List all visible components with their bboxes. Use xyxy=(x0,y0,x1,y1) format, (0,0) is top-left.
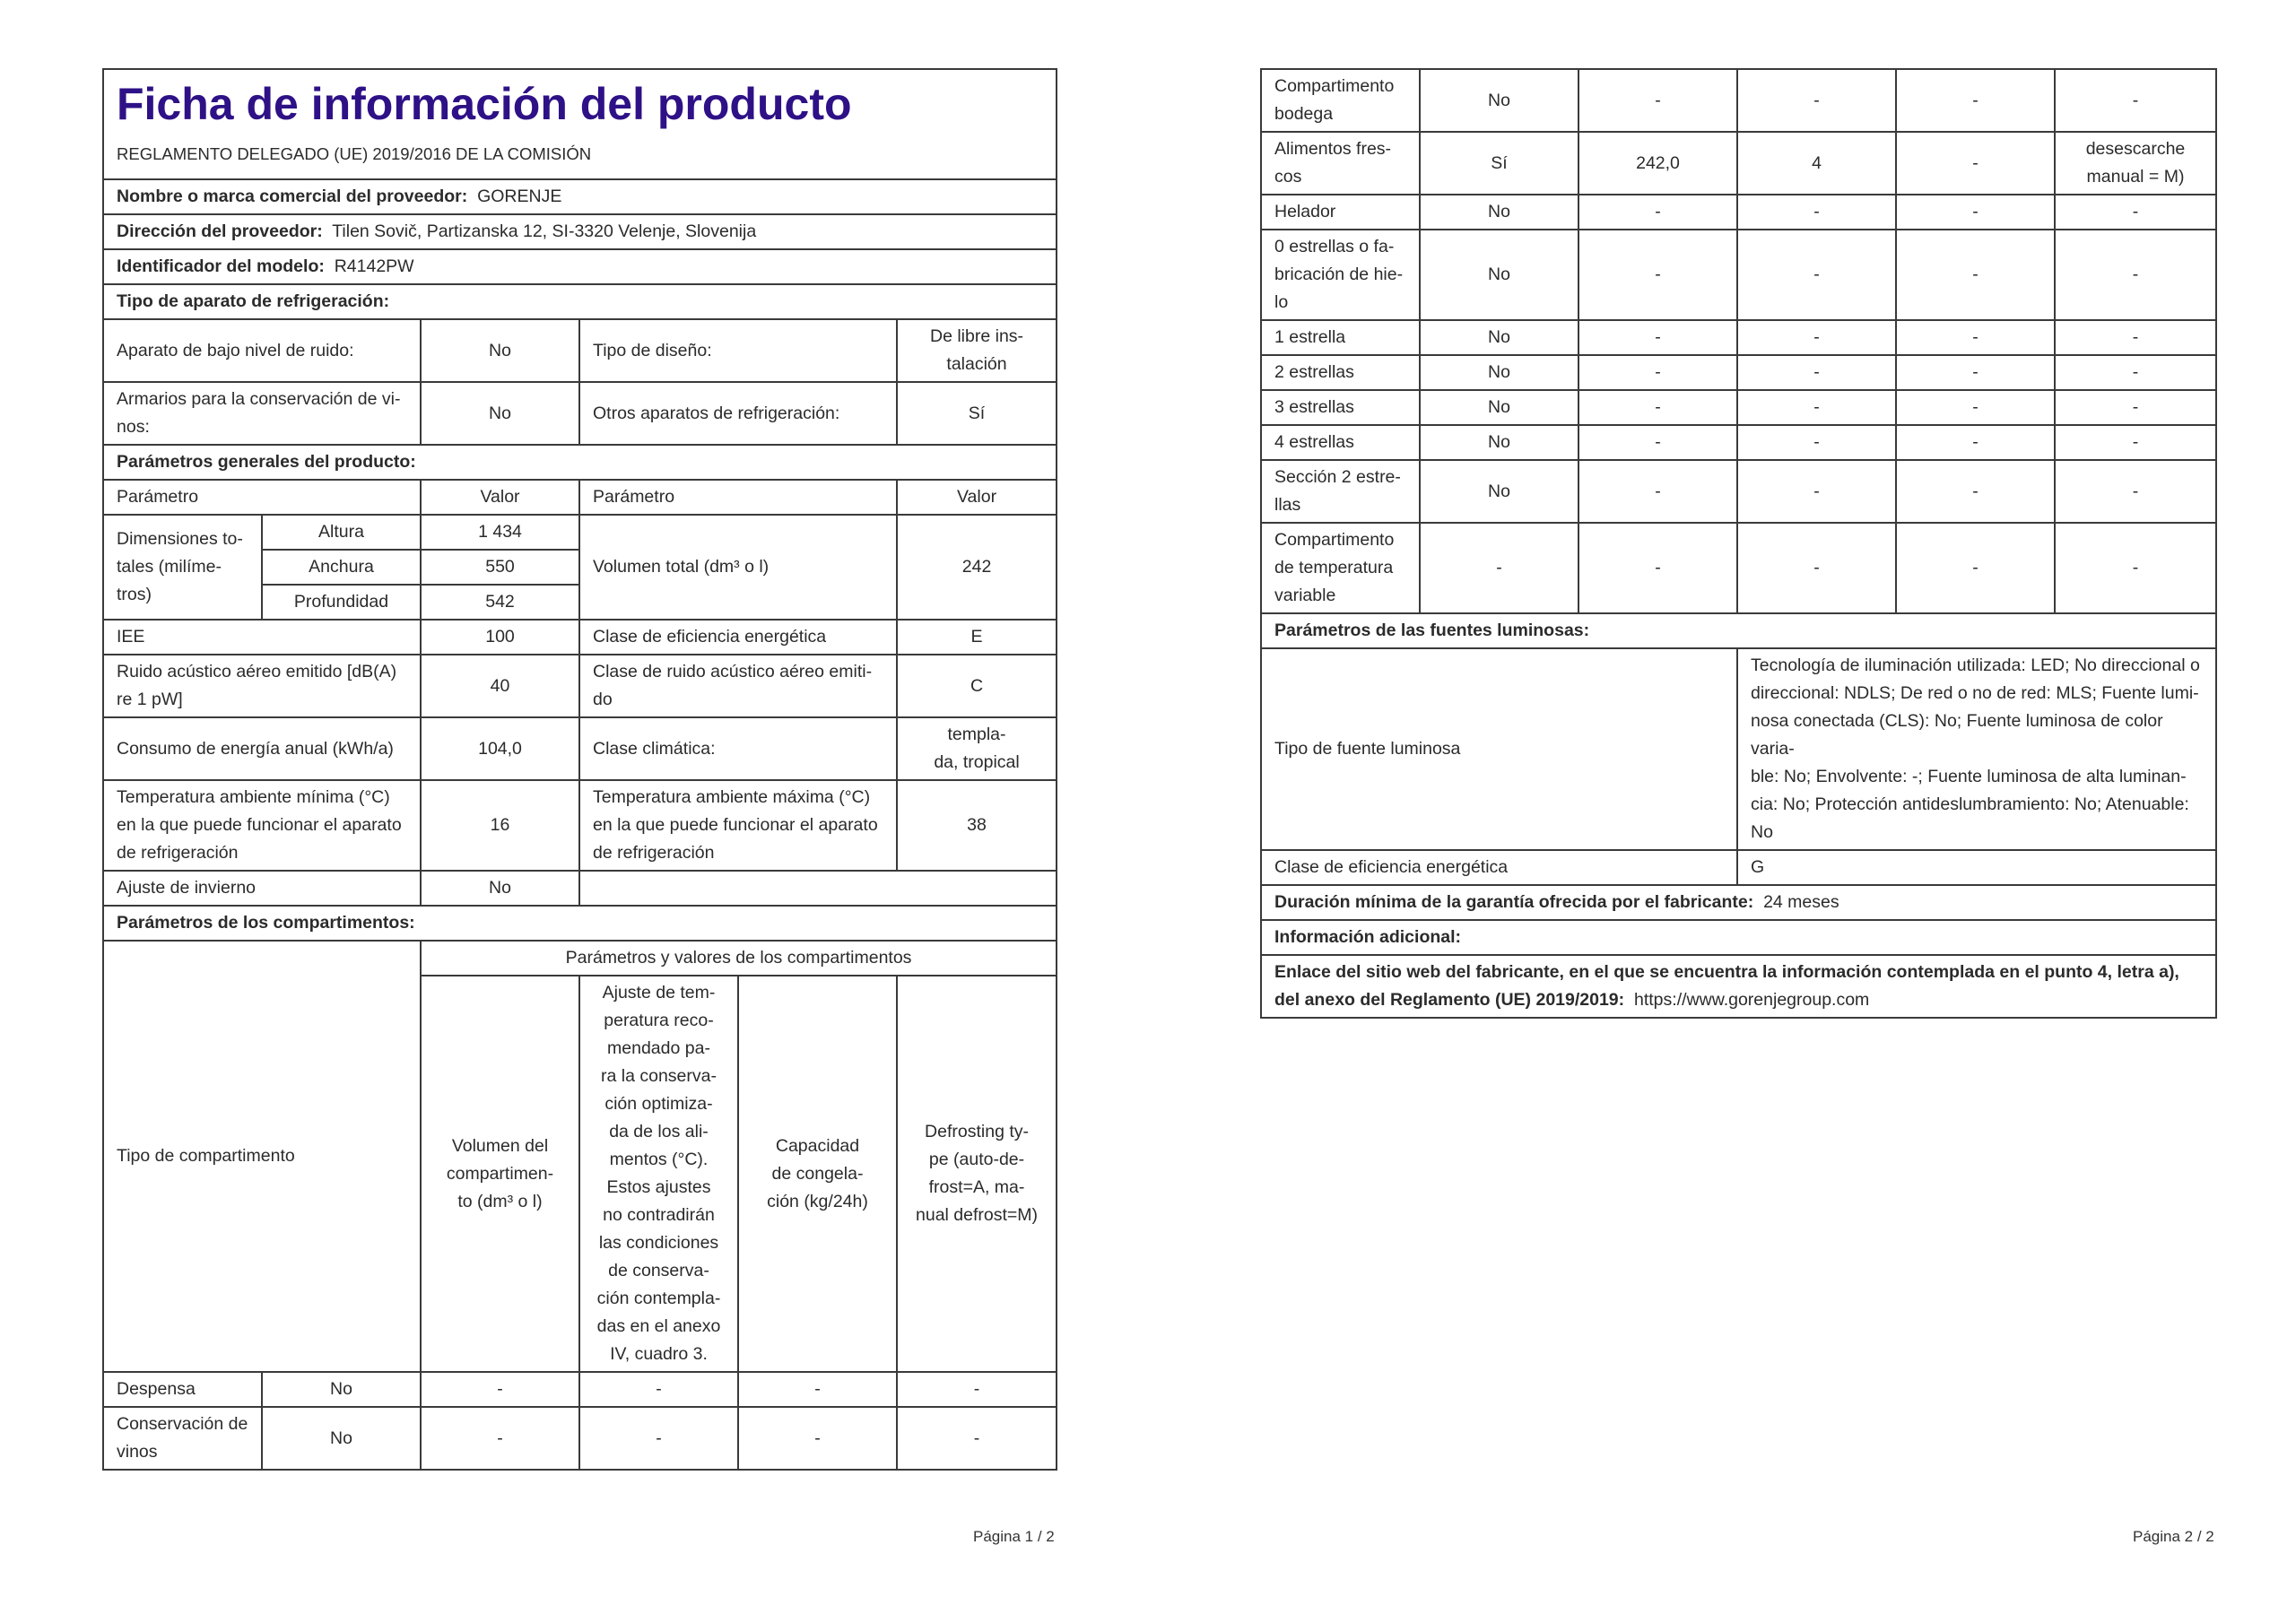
compartment-defrost: - xyxy=(2055,523,2216,613)
compartment-temp: - xyxy=(1737,425,1896,460)
compartment-present: No xyxy=(1420,425,1578,460)
warranty-row xyxy=(1261,885,2216,920)
compartment-defrost: - xyxy=(897,1407,1057,1470)
product-info-table-page-2 xyxy=(1260,68,2217,1019)
additional-label: Información adicional: xyxy=(1261,920,2216,955)
compartment-temp: - xyxy=(579,1407,738,1470)
table-row xyxy=(1261,523,2216,613)
table-row xyxy=(1261,195,2216,230)
eei-label: IEE xyxy=(103,620,421,655)
compartment-capacity: - xyxy=(1896,69,2055,132)
compartment-name: 2 estrellas xyxy=(1261,355,1420,390)
table-row xyxy=(1261,355,2216,390)
compartment-defrost: - xyxy=(2055,320,2216,355)
table-row xyxy=(1261,320,2216,355)
light-type-value: Tecnología de iluminación utilizada: LED; No direccional o direccional: NDLS; De red o no de red: MLS; Fuente lumi- nosa conectada (CLS): No; Fuente luminosa de color varia- ble: No; Envolvente: -; Fuente luminosa de alta luminan- cia: No; Protección antideslumbramiento: No; Atenuable: No xyxy=(1737,648,2216,850)
other-label: Otros aparatos de refrigeración: xyxy=(579,382,897,445)
param-header-2: Parámetro xyxy=(579,480,897,515)
height-label: Altura xyxy=(262,515,421,550)
compartment-capacity: - xyxy=(1896,460,2055,523)
compartment-temp: - xyxy=(1737,195,1896,230)
compartment-volume: - xyxy=(1578,355,1737,390)
header-cell xyxy=(103,69,1057,179)
col-capacity-header: Capacidad de congela- ción (kg/24h) xyxy=(738,976,897,1372)
website-label: Enlace del sitio web del fabricante, en el que se encuentra la información contemplada en el punto 4, letra a), del anexo del Reglamento (UE) 2019/2019: xyxy=(1274,962,2179,1010)
dimensions-label: Dimensiones to- tales (milíme- tros) xyxy=(103,515,262,620)
compartment-temp: - xyxy=(1737,320,1896,355)
energy-class-label: Clase de eficiencia energética xyxy=(579,620,897,655)
compartment-present: - xyxy=(1420,523,1578,613)
compartment-present: No xyxy=(1420,390,1578,425)
compartment-present: No xyxy=(1420,460,1578,523)
eei-value: 100 xyxy=(421,620,579,655)
model-value: R4142PW xyxy=(334,256,414,276)
compartment-volume: - xyxy=(1578,320,1737,355)
table-row xyxy=(1261,425,2216,460)
compartment-temp: - xyxy=(1737,230,1896,320)
col-volume-header: Volumen del compartimen- to (dm³ o l) xyxy=(421,976,579,1372)
supplier-row xyxy=(103,179,1057,214)
model-row xyxy=(103,249,1057,284)
table-row xyxy=(1261,230,2216,320)
volume-value: 242 xyxy=(897,515,1057,620)
compartment-temp: - xyxy=(579,1372,738,1407)
general-heading: Parámetros generales del producto: xyxy=(103,445,1057,480)
compartment-defrost: - xyxy=(897,1372,1057,1407)
compartment-defrost: - xyxy=(2055,355,2216,390)
compartment-temp: - xyxy=(1737,390,1896,425)
compartment-name: Alimentos fres- cos xyxy=(1261,132,1420,195)
compartment-capacity: - xyxy=(1896,355,2055,390)
value-header: Valor xyxy=(421,480,579,515)
compartment-name: Sección 2 estre- llas xyxy=(1261,460,1420,523)
compartment-capacity: - xyxy=(1896,523,2055,613)
compartment-name: Helador xyxy=(1261,195,1420,230)
compartments-heading: Parámetros de los compartimentos: xyxy=(103,906,1057,941)
compartment-present: No xyxy=(1420,230,1578,320)
model-label: Identificador del modelo: xyxy=(117,256,325,276)
other-value: Sí xyxy=(897,382,1057,445)
low-noise-label: Aparato de bajo nivel de ruido: xyxy=(103,319,421,382)
compartment-present: No xyxy=(1420,69,1578,132)
compartment-capacity: - xyxy=(1896,425,2055,460)
compartment-volume: - xyxy=(1578,195,1737,230)
volume-label: Volumen total (dm³ o l) xyxy=(579,515,897,620)
compartment-defrost: - xyxy=(2055,69,2216,132)
regulation-subtitle: REGLAMENTO DELEGADO (UE) 2019/2016 DE LA COMISIÓN xyxy=(117,144,592,163)
compartment-present: No xyxy=(262,1407,421,1470)
param-header: Parámetro xyxy=(103,480,421,515)
light-class-label: Clase de eficiencia energética xyxy=(1261,850,1737,885)
address-label: Dirección del proveedor: xyxy=(117,221,323,241)
min-temp-label: Temperatura ambiente mínima (°C) en la que puede funcionar el aparato de refrigeración xyxy=(103,780,421,871)
noise-class-value: C xyxy=(897,655,1057,717)
compartment-volume: - xyxy=(421,1407,579,1470)
compartment-temp: - xyxy=(1737,69,1896,132)
height-value: 1 434 xyxy=(421,515,579,550)
consumption-label: Consumo de energía anual (kWh/a) xyxy=(103,717,421,780)
address-value: Tilen Sovič, Partizanska 12, SI-3320 Velenje, Slovenija xyxy=(332,221,757,241)
min-temp-value: 16 xyxy=(421,780,579,871)
compartment-name: 0 estrellas o fa- bricación de hie- lo xyxy=(1261,230,1420,320)
compartment-temp: - xyxy=(1737,460,1896,523)
compartment-name: 1 estrella xyxy=(1261,320,1420,355)
compartment-temp: - xyxy=(1737,523,1896,613)
table-row xyxy=(1261,69,2216,132)
width-value: 550 xyxy=(421,550,579,585)
col-defrost-header: Defrosting ty- pe (auto-de- frost=A, ma- nual defrost=M) xyxy=(897,976,1057,1372)
compartment-defrost: - xyxy=(2055,390,2216,425)
wine-label: Armarios para la conservación de vi- nos: xyxy=(103,382,421,445)
col-temp-header: Ajuste de tem- peratura reco- mendado pa- ra la conserva- ción optimiza- da de los ali- mentos (°C). Estos ajustes no contradirán las condiciones de conserva- ción contempla- das en el anexo IV, cuadro 3. xyxy=(579,976,738,1372)
compartment-name: 3 estrellas xyxy=(1261,390,1420,425)
winter-empty xyxy=(579,871,1057,906)
supplier-label: Nombre o marca comercial del proveedor: xyxy=(117,187,468,206)
light-type-label: Tipo de fuente luminosa xyxy=(1261,648,1737,850)
compartment-defrost: - xyxy=(2055,230,2216,320)
compartment-name: 4 estrellas xyxy=(1261,425,1420,460)
max-temp-value: 38 xyxy=(897,780,1057,871)
width-label: Anchura xyxy=(262,550,421,585)
compartment-defrost: - xyxy=(2055,195,2216,230)
compartment-capacity: - xyxy=(738,1407,897,1470)
max-temp-label: Temperatura ambiente máxima (°C) en la que puede funcionar el aparato de refrigeración xyxy=(579,780,897,871)
address-row xyxy=(103,214,1057,249)
compartment-present: No xyxy=(262,1372,421,1407)
product-info-table-page-1 xyxy=(102,68,1057,1471)
design-label: Tipo de diseño: xyxy=(579,319,897,382)
noise-class-label: Clase de ruido acústico aéreo emiti- do xyxy=(579,655,897,717)
table-row xyxy=(103,1372,1057,1407)
compartment-present: No xyxy=(1420,320,1578,355)
compartment-name: Compartimento de temperatura variable xyxy=(1261,523,1420,613)
energy-class-value: E xyxy=(897,620,1057,655)
value-header-2: Valor xyxy=(897,480,1057,515)
website-link[interactable]: https://www.gorenjegroup.com xyxy=(1634,990,1870,1010)
page-2 xyxy=(1260,68,2215,1019)
compartment-present: Sí xyxy=(1420,132,1578,195)
comp-params-header: Parámetros y valores de los compartimentos xyxy=(421,941,1057,976)
compartment-present: No xyxy=(1420,355,1578,390)
compartment-capacity: - xyxy=(1896,390,2055,425)
compartment-volume: - xyxy=(1578,460,1737,523)
type-heading: Tipo de aparato de refrigeración: xyxy=(103,284,1057,319)
compartment-defrost: - xyxy=(2055,460,2216,523)
compartment-volume: - xyxy=(1578,425,1737,460)
wine-value: No xyxy=(421,382,579,445)
depth-label: Profundidad xyxy=(262,585,421,620)
winter-label: Ajuste de invierno xyxy=(103,871,421,906)
table-row xyxy=(103,1407,1057,1470)
compartment-volume: - xyxy=(1578,69,1737,132)
compartment-volume: - xyxy=(1578,523,1737,613)
compartment-volume: - xyxy=(1578,390,1737,425)
compartment-defrost: - xyxy=(2055,425,2216,460)
page-number-2: Página 2 / 2 xyxy=(2133,1528,2214,1545)
compartment-type-label: Tipo de compartimento xyxy=(103,941,421,1372)
compartment-capacity: - xyxy=(1896,195,2055,230)
warranty-value: 24 meses xyxy=(1763,892,1839,912)
low-noise-value: No xyxy=(421,319,579,382)
compartment-volume: 242,0 xyxy=(1578,132,1737,195)
noise-value: 40 xyxy=(421,655,579,717)
table-row xyxy=(1261,132,2216,195)
compartment-capacity: - xyxy=(1896,230,2055,320)
winter-value: No xyxy=(421,871,579,906)
compartment-present: No xyxy=(1420,195,1578,230)
depth-value: 542 xyxy=(421,585,579,620)
page-1 xyxy=(102,68,1056,1471)
compartment-capacity: - xyxy=(1896,320,2055,355)
noise-label: Ruido acústico aéreo emitido [dB(A) re 1 pW] xyxy=(103,655,421,717)
supplier-value: GORENJE xyxy=(477,187,562,206)
compartment-name: Compartimento bodega xyxy=(1261,69,1420,132)
table-row xyxy=(1261,460,2216,523)
climate-value: templa- da, tropical xyxy=(897,717,1057,780)
compartment-defrost: desescarche manual = M) xyxy=(2055,132,2216,195)
design-value: De libre ins- talación xyxy=(897,319,1057,382)
light-class-value: G xyxy=(1737,850,2216,885)
page-number-1: Página 1 / 2 xyxy=(973,1528,1055,1545)
compartment-temp: - xyxy=(1737,355,1896,390)
table-row xyxy=(1261,390,2216,425)
compartment-volume: - xyxy=(421,1372,579,1407)
compartment-temp: 4 xyxy=(1737,132,1896,195)
climate-label: Clase climática: xyxy=(579,717,897,780)
page-title: Ficha de información del producto xyxy=(117,79,852,129)
compartment-capacity: - xyxy=(1896,132,2055,195)
compartment-name: Conservación de vinos xyxy=(103,1407,262,1470)
compartment-volume: - xyxy=(1578,230,1737,320)
compartment-capacity: - xyxy=(738,1372,897,1407)
warranty-label: Duración mínima de la garantía ofrecida por el fabricante: xyxy=(1274,892,1754,912)
consumption-value: 104,0 xyxy=(421,717,579,780)
light-heading: Parámetros de las fuentes luminosas: xyxy=(1261,613,2216,648)
compartment-name: Despensa xyxy=(103,1372,262,1407)
website-row xyxy=(1261,955,2216,1018)
